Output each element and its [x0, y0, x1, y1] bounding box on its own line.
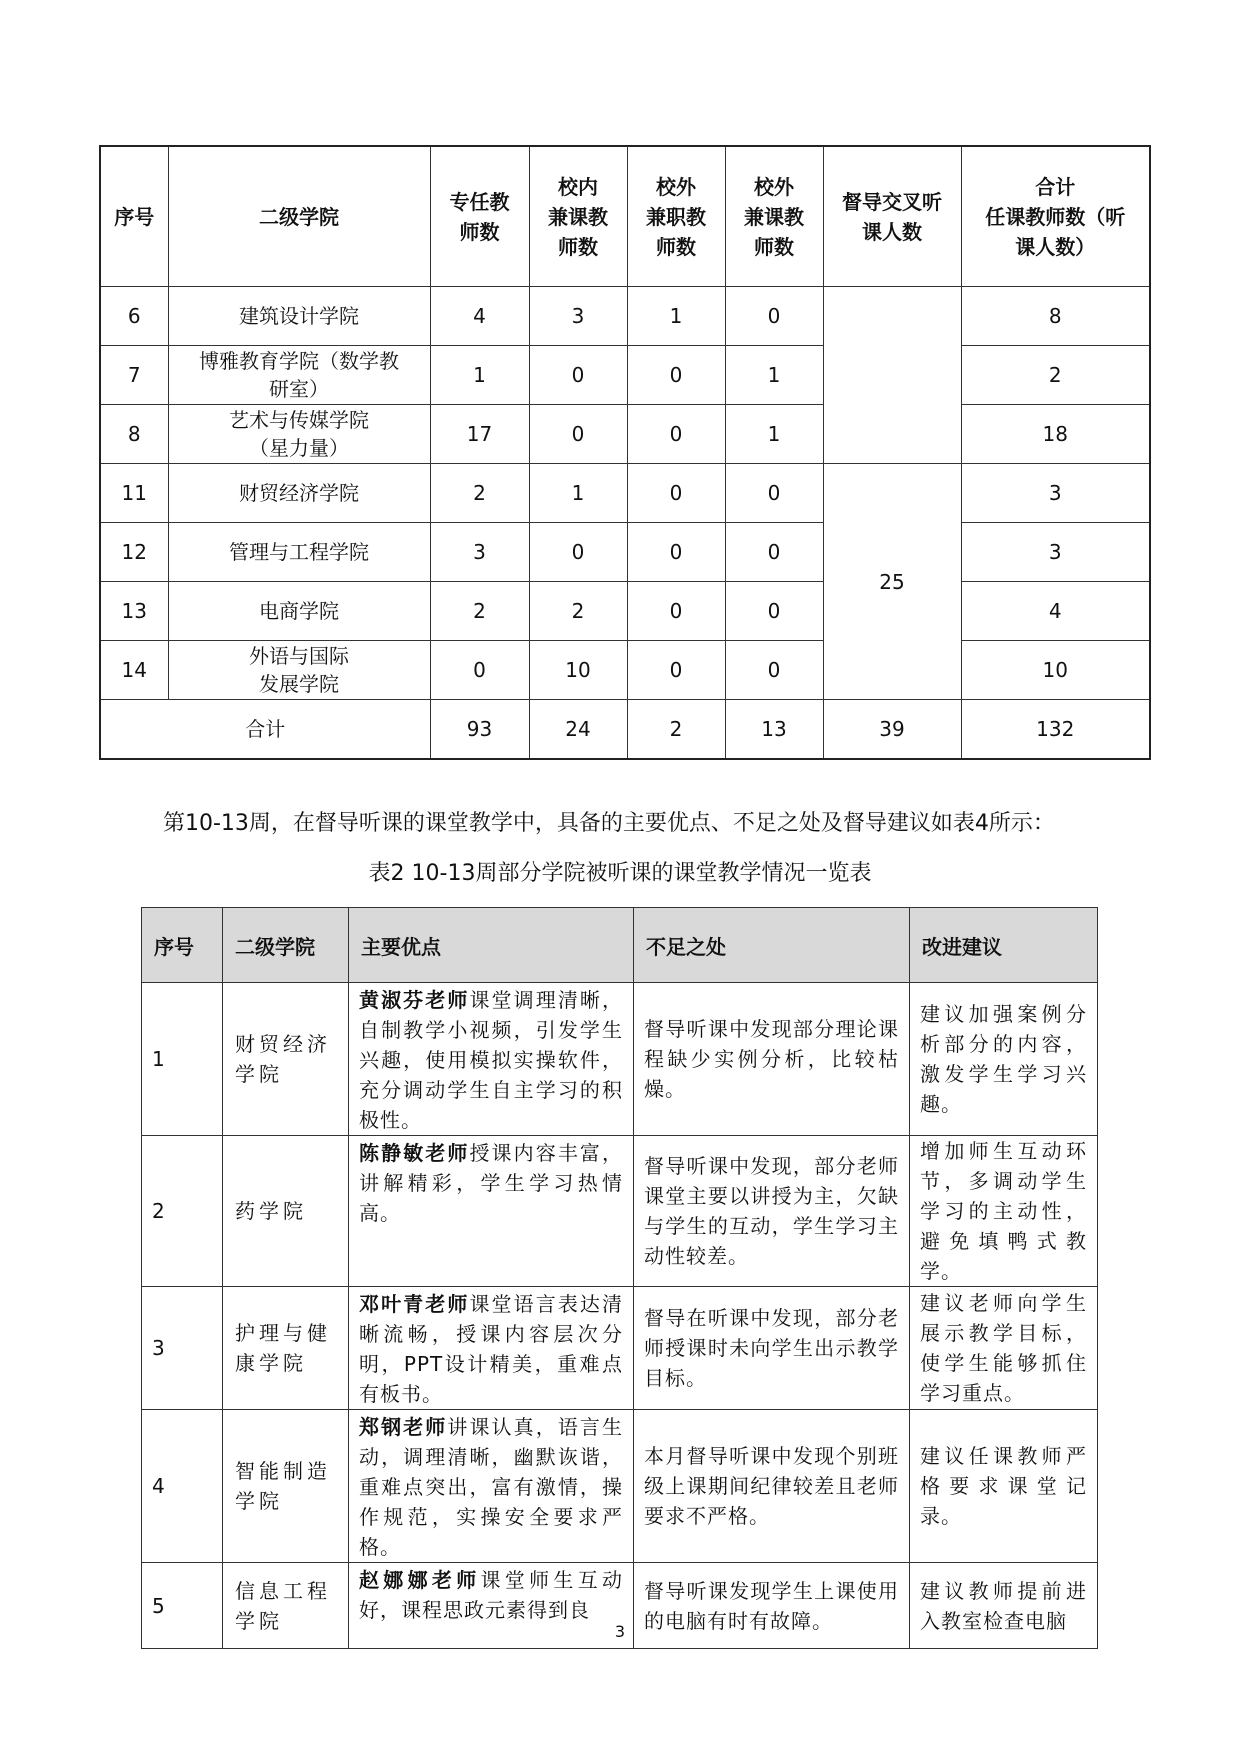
table1-cell-outer-part: 0 [627, 405, 725, 464]
table2-row [142, 1287, 1098, 1410]
table1-cell-full: 17 [430, 405, 529, 464]
table1-cell-outer-course: 0 [725, 641, 823, 700]
table1-cell-inner: 2 [529, 582, 627, 641]
table1-cell-total: 18 [961, 405, 1150, 464]
table1-row [100, 523, 1150, 582]
table1-cell-no: 6 [100, 287, 168, 346]
table2-cell-college: 护理与健 康学院 [223, 1287, 349, 1410]
table2-cell-no: 3 [142, 1287, 223, 1410]
table1-row [100, 405, 1150, 464]
table1-cell-college: 财贸经济学院 [168, 464, 430, 523]
table1-cell-outer-course: 1 [725, 405, 823, 464]
table1-cell-college: 博雅教育学院（数学教 研室） [168, 346, 430, 405]
table2-cell-college: 药学院 [223, 1136, 349, 1287]
table1-header-cell: 合计 任课教师数（听 课人数） [961, 146, 1150, 287]
table-caption: 表2 10-13周部分学院被听课的课堂教学情况一览表 [368, 861, 872, 886]
table2-cell-weakness: 本月督导听课中发现个别班级上课期间纪律较差且老师要求不严格。 [634, 1410, 910, 1563]
table1-cell-full: 2 [430, 582, 529, 641]
table2-cell-college: 智能制造 学院 [223, 1410, 349, 1563]
table1-cell-inner: 10 [529, 641, 627, 700]
table1-cell-no: 8 [100, 405, 168, 464]
table1-cell-inner: 3 [529, 287, 627, 346]
table2-header-cell: 序号 [142, 908, 223, 983]
table1-cell-college: 管理与工程学院 [168, 523, 430, 582]
table2-cell-advice: 建议加强案例分析部分的内容，激发学生学习兴趣。 [910, 983, 1098, 1136]
table1-cell-no: 11 [100, 464, 168, 523]
table1-header-cell: 二级学院 [168, 146, 430, 287]
table2-row [142, 1410, 1098, 1563]
table1-header-cell: 序号 [100, 146, 168, 287]
intro-paragraph: 第10-13周，在督导听课的课堂教学中，具备的主要优点、不足之处及督导建议如表4所示： [163, 811, 1055, 836]
table1-cell-outer-course: 0 [725, 523, 823, 582]
table1-sum-outer-course: 13 [725, 700, 823, 760]
table1-sum-row [100, 700, 1150, 760]
table1-cell-total: 3 [961, 464, 1150, 523]
table1-row [100, 346, 1150, 405]
table1-cell-total: 4 [961, 582, 1150, 641]
table1-cell-inner: 0 [529, 405, 627, 464]
table2-header-cell: 二级学院 [223, 908, 349, 983]
table1-cell-outer-part: 1 [627, 287, 725, 346]
table2-cell-no: 4 [142, 1410, 223, 1563]
teacher-name: 邓叶青老师 [359, 1292, 470, 1316]
table1-cell-outer-part: 0 [627, 641, 725, 700]
table2-cell-weakness: 督导听课中发现，部分老师课堂主要以讲授为主，欠缺与学生的互动，学生学习主动性较差。 [634, 1136, 910, 1287]
table2-cell-merit [349, 1410, 634, 1563]
table1-sum-cross: 39 [823, 700, 961, 760]
table1-cell-no: 7 [100, 346, 168, 405]
table2-cell-weakness: 督导听课中发现部分理论课程缺少实例分析，比较枯燥。 [634, 983, 910, 1136]
merit-text: 课堂语言表达清晰流畅，授课内容层次分明，PPT设计精美，重难点有板书。 [359, 1292, 624, 1406]
table1-cell-outer-course: 0 [725, 582, 823, 641]
table1-cell-full: 4 [430, 287, 529, 346]
table2-cell-merit [349, 1136, 634, 1287]
table2-cell-no: 5 [142, 1563, 223, 1649]
table2-cell-weakness: 督导在听课中发现，部分老师授课时未向学生出示教学目标。 [634, 1287, 910, 1410]
table2-cell-merit [349, 1287, 634, 1410]
table1-cell-outer-course: 0 [725, 464, 823, 523]
table1-cell-full: 1 [430, 346, 529, 405]
table1-cell-cross: 25 [823, 464, 961, 700]
table1-cell-inner: 0 [529, 346, 627, 405]
table1-cell-total: 8 [961, 287, 1150, 346]
table1-header-cell: 校外 兼职教 师数 [627, 146, 725, 287]
table2-header-cell: 不足之处 [634, 908, 910, 983]
teacher-name: 陈静敏老师 [359, 1141, 470, 1165]
table1-cell-outer-part: 0 [627, 346, 725, 405]
table1-cell-full: 0 [430, 641, 529, 700]
teacher-name: 郑钢老师 [359, 1415, 448, 1439]
table1-row [100, 464, 1150, 523]
table1-cell-outer-part: 0 [627, 582, 725, 641]
table1-header-cell: 督导交叉听 课人数 [823, 146, 961, 287]
table2-header-cell: 主要优点 [349, 908, 634, 983]
table1-cell-college: 外语与国际 发展学院 [168, 641, 430, 700]
table2-header-cell: 改进建议 [910, 908, 1098, 983]
table1-cell-no: 12 [100, 523, 168, 582]
table1-cell-outer-part: 0 [627, 464, 725, 523]
table2-row [142, 1136, 1098, 1287]
table1-cell-cross-empty [823, 287, 961, 464]
table2-cell-no: 2 [142, 1136, 223, 1287]
table1-cell-total: 3 [961, 523, 1150, 582]
table2-cell-advice: 建议教师提前进入教室检查电脑 [910, 1563, 1098, 1649]
table2-header-row [142, 908, 1098, 983]
table1-cell-college: 艺术与传媒学院 （星力量） [168, 405, 430, 464]
table2-row [142, 983, 1098, 1136]
table2-cell-merit [349, 983, 634, 1136]
merit-text: 讲课认真，语言生动，调理清晰，幽默诙谐，重难点突出，富有激情，操作规范，实操安全要求严格。 [359, 1415, 624, 1559]
page-number: 3 [614, 1622, 626, 1641]
table1-row [100, 641, 1150, 700]
table2-cell-college: 信息工程 学院 [223, 1563, 349, 1649]
table1-header-row [100, 146, 1150, 287]
table2-cell-advice: 建议任课教师严格要求课堂记录。 [910, 1410, 1098, 1563]
table1-row [100, 582, 1150, 641]
table1-cell-full: 3 [430, 523, 529, 582]
table2-cell-no: 1 [142, 983, 223, 1136]
table1-cell-total: 10 [961, 641, 1150, 700]
classroom-evaluation-table [141, 907, 1098, 1649]
merit-text: 授课内容丰富，讲解精彩，学生学习热情高。 [359, 1141, 624, 1225]
table1-header-cell: 校外 兼课教 师数 [725, 146, 823, 287]
table1-cell-outer-course: 0 [725, 287, 823, 346]
table1-cell-outer-part: 0 [627, 523, 725, 582]
table1-header-cell: 专任教 师数 [430, 146, 529, 287]
teacher-count-table [99, 145, 1151, 760]
table1-cell-total: 2 [961, 346, 1150, 405]
table1-sum-inner: 24 [529, 700, 627, 760]
table1-sum-total: 132 [961, 700, 1150, 760]
merit-text: 课堂师生互动好，课程思政元素得到良 [359, 1568, 623, 1622]
table1-cell-outer-course: 1 [725, 346, 823, 405]
teacher-name: 黄淑芬老师 [359, 988, 470, 1012]
teacher-name: 赵娜娜老师 [359, 1568, 481, 1592]
table1-cell-inner: 1 [529, 464, 627, 523]
table1-sum-outer-part: 2 [627, 700, 725, 760]
table1-header-cell: 校内 兼课教 师数 [529, 146, 627, 287]
table1-row [100, 287, 1150, 346]
table1-cell-college: 电商学院 [168, 582, 430, 641]
table2-cell-college: 财贸经济 学院 [223, 983, 349, 1136]
table2-cell-advice: 增加师生互动环节，多调动学生学习的主动性，避免填鸭式教学。 [910, 1136, 1098, 1287]
table2-cell-advice: 建议老师向学生展示教学目标，使学生能够抓住学习重点。 [910, 1287, 1098, 1410]
table1-sum-full: 93 [430, 700, 529, 760]
table1-sum-label: 合计 [100, 700, 430, 760]
table1-cell-full: 2 [430, 464, 529, 523]
merit-text: 课堂调理清晰，自制教学小视频，引发学生兴趣，使用模拟实操软件，充分调动学生自主学习的积极性。 [359, 988, 624, 1132]
table1-cell-no: 13 [100, 582, 168, 641]
table1-cell-no: 14 [100, 641, 168, 700]
table1-cell-college: 建筑设计学院 [168, 287, 430, 346]
table2-cell-weakness: 督导听课发现学生上课使用的电脑有时有故障。 [634, 1563, 910, 1649]
table1-cell-inner: 0 [529, 523, 627, 582]
